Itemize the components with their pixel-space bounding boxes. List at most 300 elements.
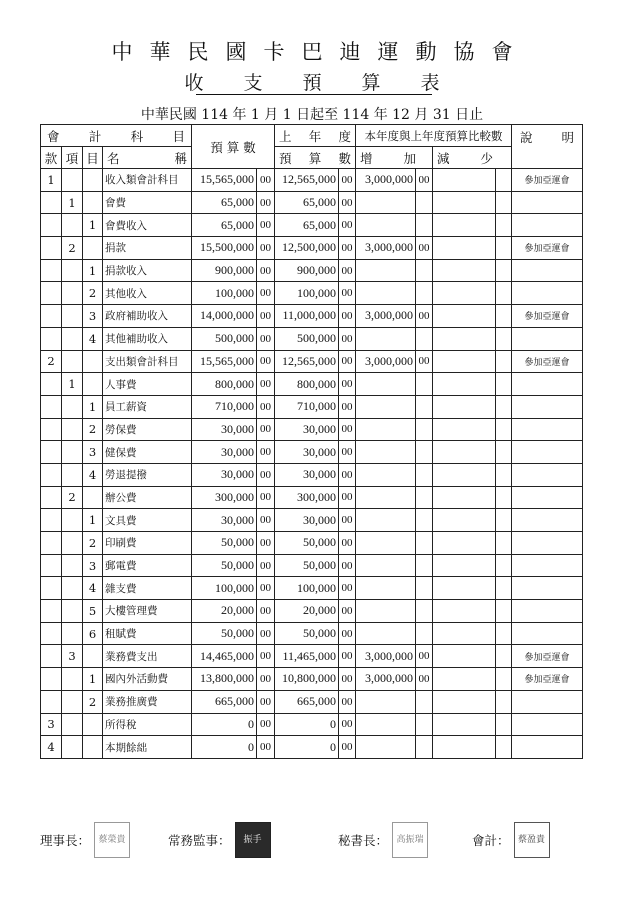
signature-label: 秘書長： [338,833,389,848]
prev-year-decimal: 00 [339,736,356,759]
increase-amount [356,509,416,532]
budget-amount: 30,000 [192,441,257,464]
table-row [41,509,583,532]
remark-note [512,441,583,464]
decrease-decimal [496,509,512,532]
kuan-cell [41,395,62,418]
kuan-cell [41,645,62,668]
account-name: 大樓管理費 [103,600,192,623]
prev-year-amount: 11,465,000 [275,645,339,668]
decrease-amount [433,237,496,260]
table-row [41,713,583,736]
kuan-cell [41,668,62,691]
account-name: 郵電費 [103,554,192,577]
prev-year-decimal: 00 [339,713,356,736]
xiang-cell: 2 [62,486,83,509]
header-char: 明 [561,130,574,145]
budget-decimal: 00 [257,305,275,328]
kuan-cell [41,509,62,532]
kuan-cell [41,441,62,464]
mu-cell: 1 [83,509,103,532]
decrease-amount [433,418,496,441]
signature-area [40,822,600,872]
remark-note [512,577,583,600]
increase-amount [356,395,416,418]
header-char: 稱 [174,150,187,166]
prev-year-decimal: 00 [339,486,356,509]
increase-amount [356,486,416,509]
decrease-amount [433,350,496,373]
decrease-decimal [496,645,512,668]
decrease-amount [433,690,496,713]
decrease-decimal [496,690,512,713]
seal-stamp-icon: 蔡盈貴 [514,822,550,858]
budget-decimal: 00 [257,554,275,577]
budget-period: 中華民國 114 年 1 月 1 日起至 114 年 12 月 31 日止 [140,107,484,123]
budget-amount: 0 [192,736,257,759]
budget-amount: 14,465,000 [192,645,257,668]
increase-decimal [416,554,433,577]
header-char: 增 [360,150,373,166]
mu-cell: 2 [83,282,103,305]
kuan-cell [41,305,62,328]
signature-secretary [338,822,428,858]
table-row [41,463,583,486]
decrease-decimal [496,191,512,214]
xiang-cell [62,577,83,600]
mu-cell: 3 [83,554,103,577]
kuan-cell: 3 [41,713,62,736]
kuan-cell [41,532,62,555]
decrease-decimal [496,486,512,509]
header-char: 加 [403,150,416,166]
increase-decimal [416,736,433,759]
budget-header-text: 預 算 數 [210,139,256,155]
account-name: 辦公費 [103,486,192,509]
increase-amount: 3,000,000 [356,237,416,260]
table-row [41,305,583,328]
prev-year-amount: 100,000 [275,577,339,600]
decrease-decimal [496,237,512,260]
organization-name: 中華民國卡巴迪運動協會 [111,40,530,64]
header-char: 名 [107,150,120,166]
increase-decimal: 00 [416,350,433,373]
prev-year-decimal: 00 [339,191,356,214]
decrease-decimal [496,463,512,486]
kuan-cell [41,214,62,237]
table-row [41,668,583,691]
xiang-cell [62,418,83,441]
seal-stamp-icon: 蔡榮貴 [94,822,130,858]
remark-note [512,713,583,736]
increase-amount [356,463,416,486]
remark-note [512,373,583,396]
increase-decimal [416,259,433,282]
table-row [41,350,583,373]
decrease-amount [433,373,496,396]
decrease-amount [433,645,496,668]
budget-amount: 65,000 [192,214,257,237]
increase-header [356,147,433,169]
decrease-amount [433,532,496,555]
decrease-decimal [496,668,512,691]
xiang-cell [62,713,83,736]
prev-year-decimal: 00 [339,214,356,237]
remark-note [512,463,583,486]
budget-amount: 15,565,000 [192,350,257,373]
budget-decimal: 00 [257,395,275,418]
prev-year-decimal: 00 [339,668,356,691]
remark-note: 參加亞運會 [512,237,583,260]
comparison-header-text: 本年度與上年度預算比較數 [364,128,503,143]
budget-decimal: 00 [257,600,275,623]
remark-note [512,282,583,305]
table-row [41,237,583,260]
decrease-decimal [496,259,512,282]
header-char: 年 [308,128,322,144]
increase-amount [356,554,416,577]
increase-amount [356,214,416,237]
account-name: 本期餘絀 [103,736,192,759]
header-char: 目 [172,128,185,144]
xiang-cell [62,554,83,577]
account-name: 收入類會計科目 [103,169,192,192]
account-name: 勞退提撥 [103,463,192,486]
mu-cell: 4 [83,463,103,486]
decrease-amount [433,191,496,214]
prev-year-amount: 300,000 [275,486,339,509]
remark-note [512,554,583,577]
account-name: 印刷費 [103,532,192,555]
increase-amount [356,532,416,555]
account-name: 捐款 [103,237,192,260]
increase-decimal [416,418,433,441]
decrease-amount [433,282,496,305]
header-char: 預 [279,150,292,166]
decrease-amount [433,463,496,486]
remark-note [512,259,583,282]
increase-decimal [416,327,433,350]
prev-year-decimal: 00 [339,554,356,577]
budget-decimal: 00 [257,441,275,464]
increase-decimal: 00 [416,169,433,192]
decrease-decimal [496,169,512,192]
increase-amount [356,690,416,713]
remark-note [512,509,583,532]
prev-year-decimal: 00 [339,259,356,282]
budget-decimal: 00 [257,645,275,668]
prev-year-amount: 11,000,000 [275,305,339,328]
xiang-cell: 3 [62,645,83,668]
increase-amount [356,713,416,736]
prev-year-decimal: 00 [339,690,356,713]
prev-year-decimal: 00 [339,305,356,328]
header-char: 會 [47,128,60,144]
prev-year-amount: 50,000 [275,554,339,577]
prev-year-decimal: 00 [339,237,356,260]
prev-year-amount: 30,000 [275,509,339,532]
budget-amount: 100,000 [192,282,257,305]
table-row [41,214,583,237]
signature-label: 常務監事： [168,833,231,848]
xiang-header: 項 [62,147,83,169]
table-row [41,373,583,396]
prev-year-amount: 0 [275,736,339,759]
prev-year-amount: 20,000 [275,600,339,623]
xiang-cell [62,509,83,532]
xiang-cell [62,463,83,486]
decrease-amount [433,554,496,577]
remark-note [512,600,583,623]
kuan-cell [41,237,62,260]
header-row-2 [41,147,583,169]
table-row [41,441,583,464]
mu-cell [83,645,103,668]
budget-amount: 15,500,000 [192,237,257,260]
increase-amount [356,418,416,441]
decrease-decimal [496,713,512,736]
table-row [41,169,583,192]
increase-amount [356,441,416,464]
account-name: 捐款收入 [103,259,192,282]
account-name: 政府補助收入 [103,305,192,328]
signature-label: 會計： [472,833,510,848]
budget-amount: 100,000 [192,577,257,600]
decrease-amount [433,259,496,282]
xiang-cell [62,305,83,328]
prev-year-decimal: 00 [339,509,356,532]
decrease-decimal [496,532,512,555]
signature-chairman [40,822,130,858]
decrease-decimal [496,441,512,464]
remark-note [512,532,583,555]
prev-year-amount: 65,000 [275,191,339,214]
prev-year-amount: 50,000 [275,622,339,645]
xiang-cell: 2 [62,237,83,260]
mu-cell [83,486,103,509]
budget-amount: 30,000 [192,463,257,486]
increase-amount [356,736,416,759]
decrease-decimal [496,395,512,418]
increase-amount [356,622,416,645]
mu-cell: 3 [83,305,103,328]
increase-decimal [416,282,433,305]
table-row [41,577,583,600]
budget-decimal: 00 [257,327,275,350]
budget-amount: 30,000 [192,509,257,532]
kuan-header: 款 [41,147,62,169]
xiang-cell [62,668,83,691]
increase-amount [356,282,416,305]
xiang-cell: 1 [62,373,83,396]
xiang-cell [62,690,83,713]
decrease-decimal [496,418,512,441]
table-row [41,191,583,214]
remark-note [512,418,583,441]
prev-year-amount: 30,000 [275,463,339,486]
budget-decimal: 00 [257,463,275,486]
xiang-cell [62,282,83,305]
remark-note: 參加亞運會 [512,645,583,668]
remark-note [512,486,583,509]
budget-amount: 15,565,000 [192,169,257,192]
increase-decimal [416,214,433,237]
prev-year-decimal: 00 [339,441,356,464]
header-char: 度 [338,128,351,144]
budget-amount: 300,000 [192,486,257,509]
remark-note [512,214,583,237]
kuan-cell [41,577,62,600]
account-name: 所得稅 [103,713,192,736]
kuan-cell: 1 [41,169,62,192]
increase-amount [356,600,416,623]
decrease-decimal [496,350,512,373]
mu-cell [83,350,103,373]
account-subject-header [41,125,192,147]
mu-cell: 5 [83,600,103,623]
budget-decimal: 00 [257,191,275,214]
decrease-amount [433,600,496,623]
account-name: 人事費 [103,373,192,396]
xiang-cell [62,214,83,237]
increase-decimal: 00 [416,305,433,328]
table-row [41,690,583,713]
account-name: 國內外活動費 [103,668,192,691]
budget-decimal: 00 [257,509,275,532]
prev-year-decimal: 00 [339,532,356,555]
budget-decimal: 00 [257,259,275,282]
xiang-cell [62,622,83,645]
remark-note: 參加亞運會 [512,305,583,328]
prev-year-decimal: 00 [339,350,356,373]
budget-amount: 0 [192,713,257,736]
table-row [41,554,583,577]
xiang-cell [62,350,83,373]
decrease-amount [433,668,496,691]
signature-accountant [472,822,550,858]
account-name: 會費收入 [103,214,192,237]
budget-decimal: 00 [257,713,275,736]
increase-decimal [416,191,433,214]
kuan-cell [41,600,62,623]
increase-amount: 3,000,000 [356,305,416,328]
prev-year-decimal: 00 [339,169,356,192]
seal-stamp-icon: 高振瑞 [392,822,428,858]
kuan-cell [41,463,62,486]
prev-year-amount: 900,000 [275,259,339,282]
kuan-cell: 4 [41,736,62,759]
decrease-decimal [496,327,512,350]
increase-decimal [416,713,433,736]
header-char: 上 [279,128,292,144]
account-name: 其他收入 [103,282,192,305]
decrease-decimal [496,282,512,305]
xiang-cell [62,600,83,623]
table-row [41,486,583,509]
header-row-1 [41,125,583,147]
decrease-amount [433,486,496,509]
mu-cell: 3 [83,441,103,464]
seal-stamp-icon: 振手 [235,822,271,858]
prev-year-amount: 12,565,000 [275,350,339,373]
budget-decimal: 00 [257,350,275,373]
account-name: 業務費支出 [103,645,192,668]
remark-note [512,191,583,214]
budget-decimal: 00 [257,532,275,555]
prev-year-amount: 10,800,000 [275,668,339,691]
decrease-amount [433,305,496,328]
header-char: 計 [88,128,102,144]
prev-year-amount: 500,000 [275,327,339,350]
increase-decimal [416,600,433,623]
remark-note [512,327,583,350]
prev-year-decimal: 00 [339,622,356,645]
budget-decimal: 00 [257,169,275,192]
prev-year-amount: 665,000 [275,690,339,713]
mu-cell: 4 [83,577,103,600]
mu-cell: 1 [83,395,103,418]
decrease-amount [433,509,496,532]
header-char: 數 [338,150,351,166]
remark-note [512,736,583,759]
budget-amount: 50,000 [192,532,257,555]
signature-supervisor [168,822,271,858]
xiang-cell [62,327,83,350]
budget-amount: 710,000 [192,395,257,418]
budget-decimal: 00 [257,214,275,237]
xiang-cell [62,441,83,464]
account-name: 租賦費 [103,622,192,645]
header-char: 說 [520,130,533,145]
budget-amount: 30,000 [192,418,257,441]
budget-decimal: 00 [257,690,275,713]
kuan-cell [41,418,62,441]
kuan-cell [41,690,62,713]
remark-note: 參加亞運會 [512,668,583,691]
budget-amount: 50,000 [192,554,257,577]
account-name: 健保費 [103,441,192,464]
prev-year-amount: 710,000 [275,395,339,418]
budget-decimal: 00 [257,237,275,260]
increase-amount [356,259,416,282]
table-row [41,645,583,668]
decrease-decimal [496,736,512,759]
kuan-cell [41,191,62,214]
mu-cell: 4 [83,327,103,350]
prev-year-amount: 12,500,000 [275,237,339,260]
decrease-amount [433,577,496,600]
increase-amount [356,373,416,396]
signature-label: 理事長： [40,833,91,848]
budget-amount: 20,000 [192,600,257,623]
budget-amount: 800,000 [192,373,257,396]
table-row [41,282,583,305]
mu-cell: 2 [83,690,103,713]
increase-decimal [416,395,433,418]
decrease-decimal [496,305,512,328]
xiang-cell [62,259,83,282]
account-name: 會費 [103,191,192,214]
account-name: 其他補助收入 [103,327,192,350]
budget-amount: 665,000 [192,690,257,713]
kuan-cell [41,554,62,577]
xiang-cell [62,395,83,418]
increase-decimal [416,577,433,600]
table-row [41,622,583,645]
mu-cell: 1 [83,214,103,237]
prev-year-amount: 30,000 [275,418,339,441]
budget-table [40,124,583,759]
